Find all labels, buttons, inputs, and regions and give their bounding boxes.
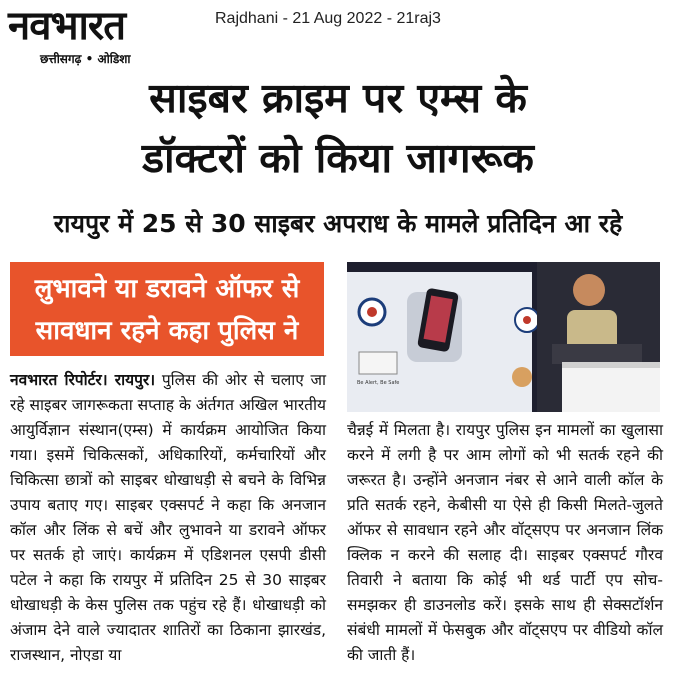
event-photo xyxy=(347,262,660,412)
headline-line-2: डॉक्टरों को किया जागरूक xyxy=(142,134,534,182)
masthead xyxy=(8,4,198,66)
newspaper-logo: नवभारत xyxy=(8,3,126,49)
callout-box xyxy=(10,262,324,356)
byline: नवभारत रिपोर्टर। रायपुर। xyxy=(10,371,156,389)
callout-line-1: लुभावने या डरावने ऑफर से xyxy=(34,274,300,304)
edition-label: छत्तीसगढ़ • ओडिशा xyxy=(40,52,131,66)
callout-line-2: सावधान रहने कहा पुलिस ने xyxy=(35,316,299,346)
headline-line-1: साइबर क्राइम पर एम्स के xyxy=(149,74,527,122)
article-text-left: पुलिस की ओर से चलाए जा रहे साइबर जागरूकता सप्ताह के अंर्तगत अखिल भारतीय आयुर्विज्ञान संस्थान(एम्स) में कार्यक्रम आयोजित किया गया। इसमें चिकित्सकों, अधिकारियों, कर्मचारियों और चिकित्सा छात्रों को साइबर धोखाधड़ी से बचने के विभिन्न उपाय बताए गए। साइबर एक्सपर्ट ने कहा कि अनजान कॉल और लिंक से बचें और लुभावने या डरावने ऑफर पर सतर्क हो जाएं। कार्यक्रम में एडिशनल एसपी डीसी पटेल ने कहा कि रायपुर में प्रतिदिन 25 से 30 साइबर धोखाधड़ी के केस पुलिस तक पहुंच रहे हैं। धोखाधड़ी को अंजाम देने वाले ज्यादातर शातिरों का ठिकाना झारखंड, राजस्थान, नोएडा या xyxy=(10,371,327,664)
article-column-left xyxy=(10,368,326,668)
event-photo-illustration xyxy=(347,262,660,412)
subheadline: रायपुर में 25 से 30 साइबर अपराध के मामले प्रतिदिन आ रहे xyxy=(53,209,623,238)
dateline: Rajdhani - 21 Aug 2022 - 21raj3 xyxy=(215,10,441,27)
article-column-right xyxy=(347,418,663,668)
article-text-right: चैन्नई में मिलता है। रायपुर पुलिस इन मामलों का खुलासा करने में लगी है पर आम लोगों को भी सतर्क रहने की जरूरत है। उन्होंने अनजान नंबर से आने वाली कॉल के प्रति सतर्क रहने, केबीसी या ऐसे ही किसी मिलते-जुलते ऑफर से सावधान रहने और वॉट्सएप पर अनजान लिंक क्लिक न करने की सलाह दी। साइबर एक्सपर्ट गौरव तिवारी ने बताया कि कोई भी थर्ड पार्टी एप सोच-समझकर ही डाउनलोड करें। इसके साथ ही सेक्सटॉर्शन संबंधी मामलों में फेसबुक और वॉट्सएप पर वीडियो कॉल की जाती हैं। xyxy=(347,421,663,664)
photo-sign-text: Be Alert, Be Safe xyxy=(357,380,400,386)
